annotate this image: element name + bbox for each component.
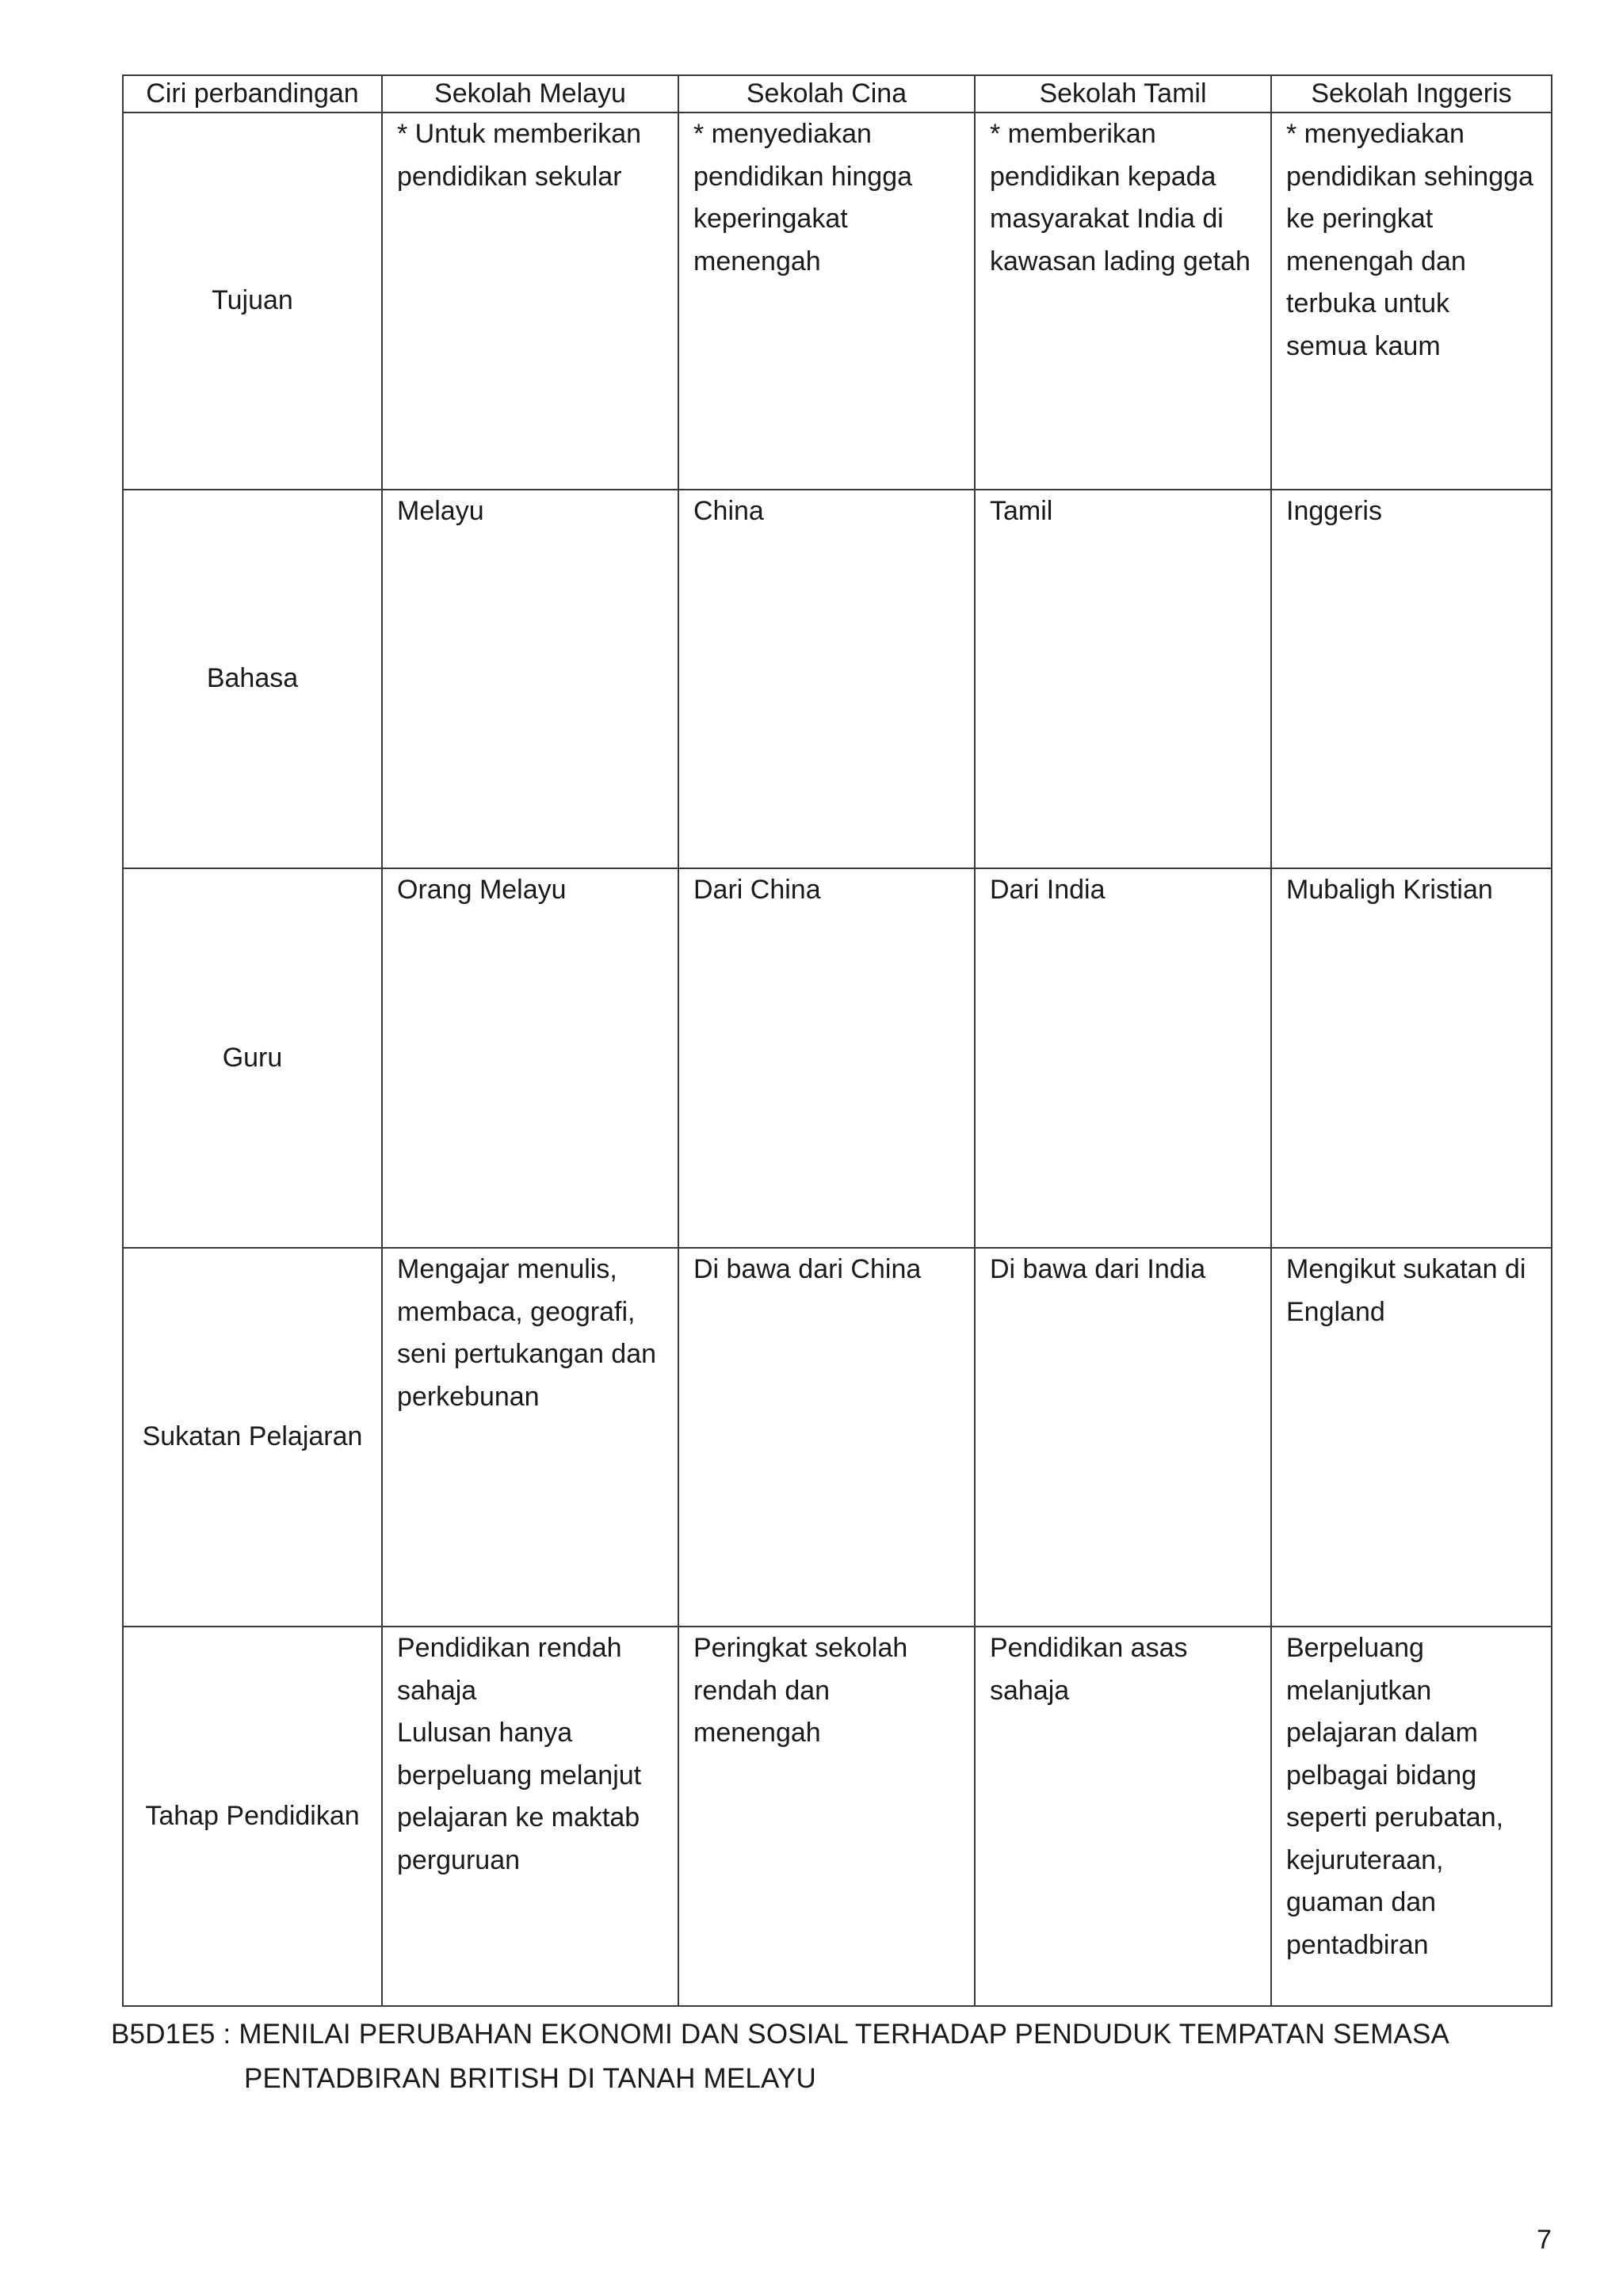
cell-text-line: keperingakat bbox=[693, 204, 848, 234]
cell-text-line: pendidikan sekular bbox=[397, 161, 622, 192]
cell-text-line: Dari India bbox=[990, 875, 1106, 905]
cell-text-line: melanjutkan bbox=[1286, 1675, 1432, 1706]
table-cell bbox=[678, 113, 975, 490]
cell-text-line: Melayu bbox=[397, 496, 484, 526]
cell-text-line: berpeluang melanjut bbox=[397, 1760, 642, 1791]
cell-text-line: pendidikan sehingga bbox=[1286, 161, 1533, 192]
cell-text-line: pelajaran dalam bbox=[1286, 1718, 1478, 1748]
cell-text-line: Peringkat sekolah bbox=[693, 1633, 908, 1663]
section-heading-line-1: B5D1E5 : MENILAI PERUBAHAN EKONOMI DAN SOSIAL TERHADAP PENDUDUK TEMPATAN SEMASA bbox=[111, 2019, 1450, 2050]
section-heading bbox=[111, 2012, 1449, 2101]
table-cell bbox=[1271, 1627, 1552, 2006]
cell-text-line: * menyediakan bbox=[693, 119, 872, 149]
cell-text-line: Mengikut sukatan di bbox=[1286, 1254, 1526, 1284]
cell-text-line: sahaja bbox=[990, 1675, 1070, 1706]
cell-text-line: pentadbiran bbox=[1286, 1929, 1429, 1960]
header-sekolah-cina: Sekolah Cina bbox=[678, 75, 975, 113]
cell-text-line: China bbox=[693, 496, 764, 526]
row-label: Sukatan Pelajaran bbox=[123, 1248, 382, 1627]
cell-text-line: Lulusan hanya bbox=[397, 1718, 573, 1748]
cell-text-line: masyarakat India di bbox=[990, 204, 1224, 234]
cell-text-line: terbuka untuk bbox=[1286, 288, 1450, 318]
table-cell bbox=[382, 490, 678, 868]
cell-text-line: pendidikan hingga bbox=[693, 161, 913, 192]
cell-text-line: Mubaligh Kristian bbox=[1286, 875, 1493, 905]
cell-text-line: semua kaum bbox=[1286, 330, 1441, 361]
cell-text-line: kawasan lading getah bbox=[990, 246, 1251, 277]
cell-text-line: menengah bbox=[693, 246, 821, 277]
table-cell bbox=[1271, 868, 1552, 1248]
cell-text-line: * Untuk memberikan bbox=[397, 119, 642, 149]
cell-text-line: pendidikan kepada bbox=[990, 161, 1216, 192]
cell-text-line: Dari China bbox=[693, 875, 821, 905]
cell-text-line: pelajaran ke maktab bbox=[397, 1802, 640, 1833]
cell-text-line: perguruan bbox=[397, 1844, 521, 1875]
cell-text-line: Berpeluang bbox=[1286, 1633, 1424, 1663]
cell-text-line: guaman dan bbox=[1286, 1887, 1437, 1917]
row-label: Bahasa bbox=[123, 490, 382, 868]
cell-text-line: Orang Melayu bbox=[397, 875, 567, 905]
cell-text-line: Mengajar menulis, bbox=[397, 1254, 617, 1284]
table-cell bbox=[678, 1627, 975, 2006]
header-row bbox=[123, 75, 1552, 113]
table-cell bbox=[678, 868, 975, 1248]
section-heading-line-2: PENTADBIRAN BRITISH DI TANAH MELAYU bbox=[244, 2063, 817, 2094]
table-row bbox=[123, 1248, 1552, 1627]
header-ciri-perbandingan: Ciri perbandingan bbox=[123, 75, 382, 113]
cell-text-line: Di bawa dari India bbox=[990, 1254, 1206, 1284]
table-cell bbox=[1271, 490, 1552, 868]
table-cell bbox=[382, 868, 678, 1248]
comparison-table bbox=[122, 74, 1552, 2007]
table-cell bbox=[975, 1627, 1271, 2006]
cell-text-line: sahaja bbox=[397, 1675, 477, 1706]
header-sekolah-inggeris: Sekolah Inggeris bbox=[1271, 75, 1552, 113]
table-header bbox=[123, 75, 1552, 113]
table-cell bbox=[382, 1627, 678, 2006]
header-sekolah-melayu: Sekolah Melayu bbox=[382, 75, 678, 113]
table-cell bbox=[1271, 113, 1552, 490]
table-cell bbox=[975, 868, 1271, 1248]
table-cell bbox=[975, 490, 1271, 868]
cell-text-line: ke peringkat bbox=[1286, 204, 1434, 234]
cell-text-line: menengah bbox=[693, 1718, 821, 1748]
cell-text-line: Inggeris bbox=[1286, 496, 1382, 526]
cell-text-line: membaca, geografi, bbox=[397, 1296, 636, 1327]
table-row bbox=[123, 490, 1552, 868]
table-cell bbox=[678, 490, 975, 868]
header-sekolah-tamil: Sekolah Tamil bbox=[975, 75, 1271, 113]
cell-text-line: seperti perubatan, bbox=[1286, 1802, 1504, 1833]
cell-text-line: perkebunan bbox=[397, 1381, 540, 1412]
cell-text-line: * menyediakan bbox=[1286, 119, 1465, 149]
cell-text-line: Pendidikan asas bbox=[990, 1633, 1188, 1663]
cell-text-line: Tamil bbox=[990, 496, 1053, 526]
row-label: Tahap Pendidikan bbox=[123, 1627, 382, 2006]
cell-text-line: Di bawa dari China bbox=[693, 1254, 922, 1284]
cell-text-line: pelbagai bidang bbox=[1286, 1760, 1477, 1791]
table-row bbox=[123, 868, 1552, 1248]
cell-text-line: * memberikan bbox=[990, 119, 1156, 149]
table-cell bbox=[382, 113, 678, 490]
table-cell bbox=[1271, 1248, 1552, 1627]
cell-text-line: kejuruteraan, bbox=[1286, 1844, 1444, 1875]
table-cell bbox=[975, 1248, 1271, 1627]
row-label: Tujuan bbox=[123, 113, 382, 490]
cell-text-line: England bbox=[1286, 1296, 1385, 1327]
table-row bbox=[123, 113, 1552, 490]
table-body bbox=[123, 113, 1552, 2006]
row-label: Guru bbox=[123, 868, 382, 1248]
table-cell bbox=[678, 1248, 975, 1627]
cell-text-line: seni pertukangan dan bbox=[397, 1339, 657, 1369]
table-cell bbox=[975, 113, 1271, 490]
cell-text-line: menengah dan bbox=[1286, 246, 1466, 277]
page-number: 7 bbox=[1537, 2225, 1552, 2255]
table-row bbox=[123, 1627, 1552, 2006]
table-cell bbox=[382, 1248, 678, 1627]
cell-text-line: rendah dan bbox=[693, 1675, 831, 1706]
cell-text-line: Pendidikan rendah bbox=[397, 1633, 622, 1663]
